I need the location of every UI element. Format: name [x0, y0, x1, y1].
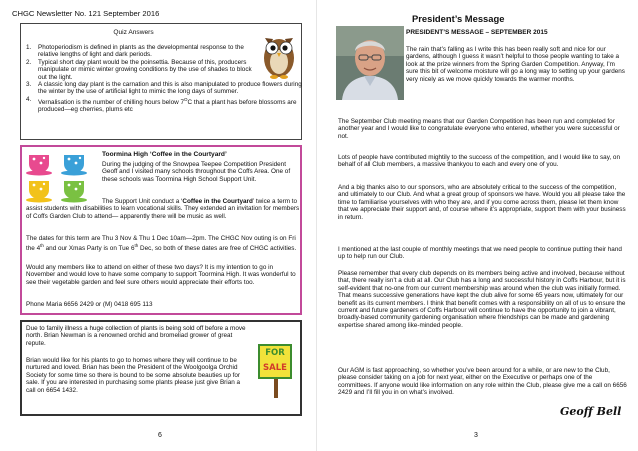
- page-number-right: 3: [474, 432, 478, 439]
- president-para-1: The rain that’s falling as I write this has been really soft and nice for our gardens, although I guess it wasn’t helpful to those people wanting to take a look at the prize winners from the Spring Garden Competition. Anyway, I’m sure this bit of welcome moisture will go a long way to setting up your gardens very nicely as we move quickly towards the warmer months.: [406, 46, 625, 83]
- toormina-intro: During the judging of the Snowpea Teepee Competition President Geoff and I visited many schools throughout the Coffs Area. One of these schools was Toormina High School Support Unit.: [102, 161, 291, 183]
- quiz-box: [20, 23, 302, 140]
- signature: Geoff Bell: [560, 405, 622, 418]
- quiz-item: 2. Typical short day plant would be the poinsettia. Because of this, producers manipulate or mimic winter growing conditions by the use of shades to block out the light.: [26, 58, 252, 81]
- quiz-item: 1. Photoperiodism is defined in plants as the developmental response to the relative lengths of light and dark periods.: [26, 44, 244, 59]
- newsletter-header: CHGC Newsletter No. 121 September 2016: [12, 9, 160, 18]
- toormina-box: [20, 145, 302, 315]
- president-title: President’s Message: [412, 13, 505, 24]
- toormina-para2: The Support Unit conduct a ‘Coffee in the Courtyard’ twice a term to assist students with disabilities to learn vocational skills. They extended an invitation for members of Coffs Garden Club to attend— apparently there will be music as well.: [26, 198, 300, 220]
- president-para-6: Please remember that every club depends on its members being active and involved, because without that, there really isn’t a club at all. Our Club has a long and successful history in Coffs Harbour, but it is self-evident that no-one from our current membership was around when the club was initially formed. That means successive generations have kept the club alive for some 65 years now, ultimately for our benefit as its current members. I think that benefit comes with a responsibility on all of us to ensure the current and future gardeners of Coffs Harbour will continue to have the opportunity to join a vibrant, broadly-based community gardening organisation where friendships can be made and gardening expertise shared among like-minded people.: [338, 270, 626, 329]
- quiz-item: 3. A classic long day plant is the carnation and this is also manipulated to produce flowers during the winter by the use of artificial light to mimic the long days of summer.: [26, 81, 302, 96]
- page-fold: [316, 0, 317, 451]
- quiz-title: Quiz Answers: [113, 29, 154, 36]
- toormina-contact: Phone Maria 6656 2429 or (M) 0418 695 113: [26, 301, 153, 308]
- president-para-4: And a big thanks also to our sponsors, who are absolutely critical to the success of the competition, and ultimately to our Club. And what a great group of sponsors we have. Would you all please take the time to familiarise yourselves with who they are, and if you come across them, please let them know that we appreciate their support and, of course where it’s appropriate, support them with your business in return.: [338, 184, 626, 221]
- toormina-title: Toormina High ‘Coffee in the Courtyard’: [102, 151, 227, 158]
- orchid-para1: Due to family illness a huge collection of plants is being sold off before a move north. Brian Newman is a renowned orchid and bromeliad grower of great repute.: [26, 325, 246, 347]
- toormina-para4: Would any members like to attend on either of these two days? It is my intention to go in November and would love to have some company to support Toormina High. It was wonderful to see their vegetable garden and feel sure others would appreciate their efforts too.: [26, 264, 296, 286]
- president-photo: [336, 26, 404, 100]
- quiz-list: [26, 44, 302, 114]
- orchid-para2: Brian would like for his plants to go to homes where they will continue to be nurtured and loved. Brian has been the President of the Woolgoolga Orchid Society for some time so there is bound to be some absolute beauties up for sale. If you are interested in purchasing some plants please just give Brian a call on 6654 1432.: [26, 357, 241, 394]
- president-subtitle: PRESIDENT’S MESSAGE – SEPTEMBER 2015: [406, 29, 548, 36]
- quiz-item: 4. Vernalisation is the number of chilling hours below $7^OC$ that a plant has before blossoms are produced—eg cherries, plums etc: [26, 95, 297, 114]
- president-para-7: Our AGM is fast approaching, so whether you’ve been around for a while, or are new to the Club, please consider taking on a job for next year, either on the Executive or perhaps one of the committees. If anyone would like information on any role within the Club, please give me a call on 6656 2429 and I’ll fill you in on what’s involved.: [338, 367, 627, 397]
- toormina-dates: The dates for this term are Thu 3 Nov & Thu 1 Dec 10am—2pm. The CHGC Nov outing is on Fri the 4th and our Xmas Party is on Tue 6th Dec, so both of these dates are free of CHGC activities.: [26, 235, 297, 253]
- president-para-5: I mentioned at the last couple of monthly meetings that we need people to continue putting their hand up to help run our Club.: [338, 246, 622, 261]
- owl-icon: [259, 28, 299, 80]
- orchid-sale-box: [20, 320, 302, 416]
- page-number-left: 6: [158, 432, 162, 439]
- president-para-2: The September Club meeting means that our Garden Competition has been run and completed for another year and I would like to congratulate everyone who entered, whether you were successful or not.: [338, 118, 620, 140]
- president-para-3: Lots of people have contributed mightily to the success of the competition, and I would like to say, on behalf of all Club members, a massive thankyou to each and every one of you.: [338, 154, 620, 169]
- teacups-icon: [26, 151, 96, 205]
- for-sale-sign: FOR SALE: [256, 344, 296, 398]
